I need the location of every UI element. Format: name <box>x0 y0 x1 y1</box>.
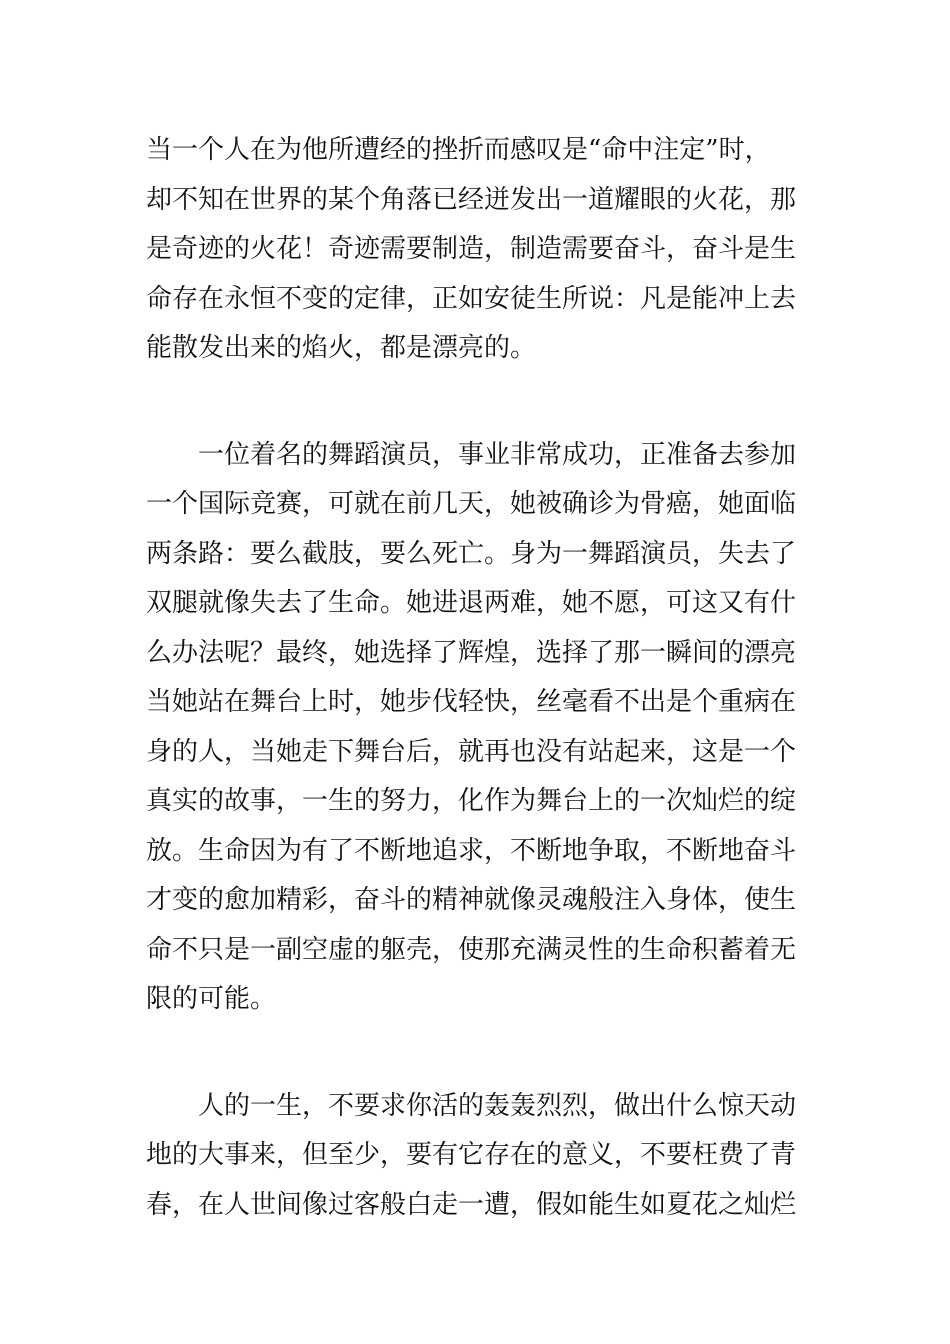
text-line: 一位着名的舞蹈演员，事业非常成功，正准备去参加 <box>146 439 797 470</box>
paragraph-spacer <box>146 1025 816 1082</box>
text-line: 人的一生，不要求你活的轰轰烈烈，做出什么惊天动 <box>146 1090 797 1121</box>
paragraph-spacer <box>146 374 816 431</box>
text-line: 命不只是一副空虚的躯壳，使那充满灵性的生命积蓄着无 <box>146 934 797 965</box>
text-line: 双腿就像失去了生命。她进退两难，她不愿，可这又有什 <box>146 588 797 618</box>
text-line: 两条路：要么截肢，要么死亡。身为一舞蹈演员，失去了 <box>146 538 797 569</box>
text-line: 当一个人在为他所遭经的挫折而感叹是“命中注定”时， <box>146 135 771 165</box>
text-line: 命存在永恒不变的定律，正如安徒生所说：凡是能冲上去 <box>146 283 797 314</box>
text-line: 么办法呢？最终，她选择了辉煌，选择了那一瞬间的漂亮 <box>146 637 797 668</box>
text-line: 真实的故事，一生的努力，化作为舞台上的一次灿烂的绽 <box>146 786 797 816</box>
text-line: 一个国际竞赛，可就在前几天，她被确诊为骨癌，她面临 <box>146 489 797 519</box>
text-line: 是奇迹的火花！奇迹需要制造，制造需要奋斗，奋斗是生 <box>146 234 797 264</box>
text-line: 当她站在舞台上时，她步伐轻快，丝毫看不出是个重病在 <box>146 687 797 717</box>
paragraph-1 <box>146 126 816 374</box>
text-line: 身的人，当她走下舞台后，就再也没有站起来，这是一个 <box>146 736 797 767</box>
text-line: 地的大事来，但至少，要有它存在的意义，不要枉费了青 <box>146 1140 797 1170</box>
paragraph-3 <box>146 1082 816 1231</box>
text-line: 却不知在世界的某个角落已经迸发出一道耀眼的火花，那 <box>146 184 797 215</box>
text-line: 才变的愈加精彩，奋斗的精神就像灵魂般注入身体，使生 <box>146 885 797 915</box>
document-body <box>146 126 816 1230</box>
text-line: 限的可能。 <box>146 984 277 1014</box>
text-line: 放。生命因为有了不断地追求，不断地争取，不断地奋斗 <box>146 835 797 866</box>
text-line: 春，在人世间像过客般白走一遭，假如能生如夏花之灿烂 <box>146 1189 797 1220</box>
paragraph-2 <box>146 431 816 1025</box>
text-line: 能散发出来的焰火，都是漂亮的。 <box>146 333 537 363</box>
